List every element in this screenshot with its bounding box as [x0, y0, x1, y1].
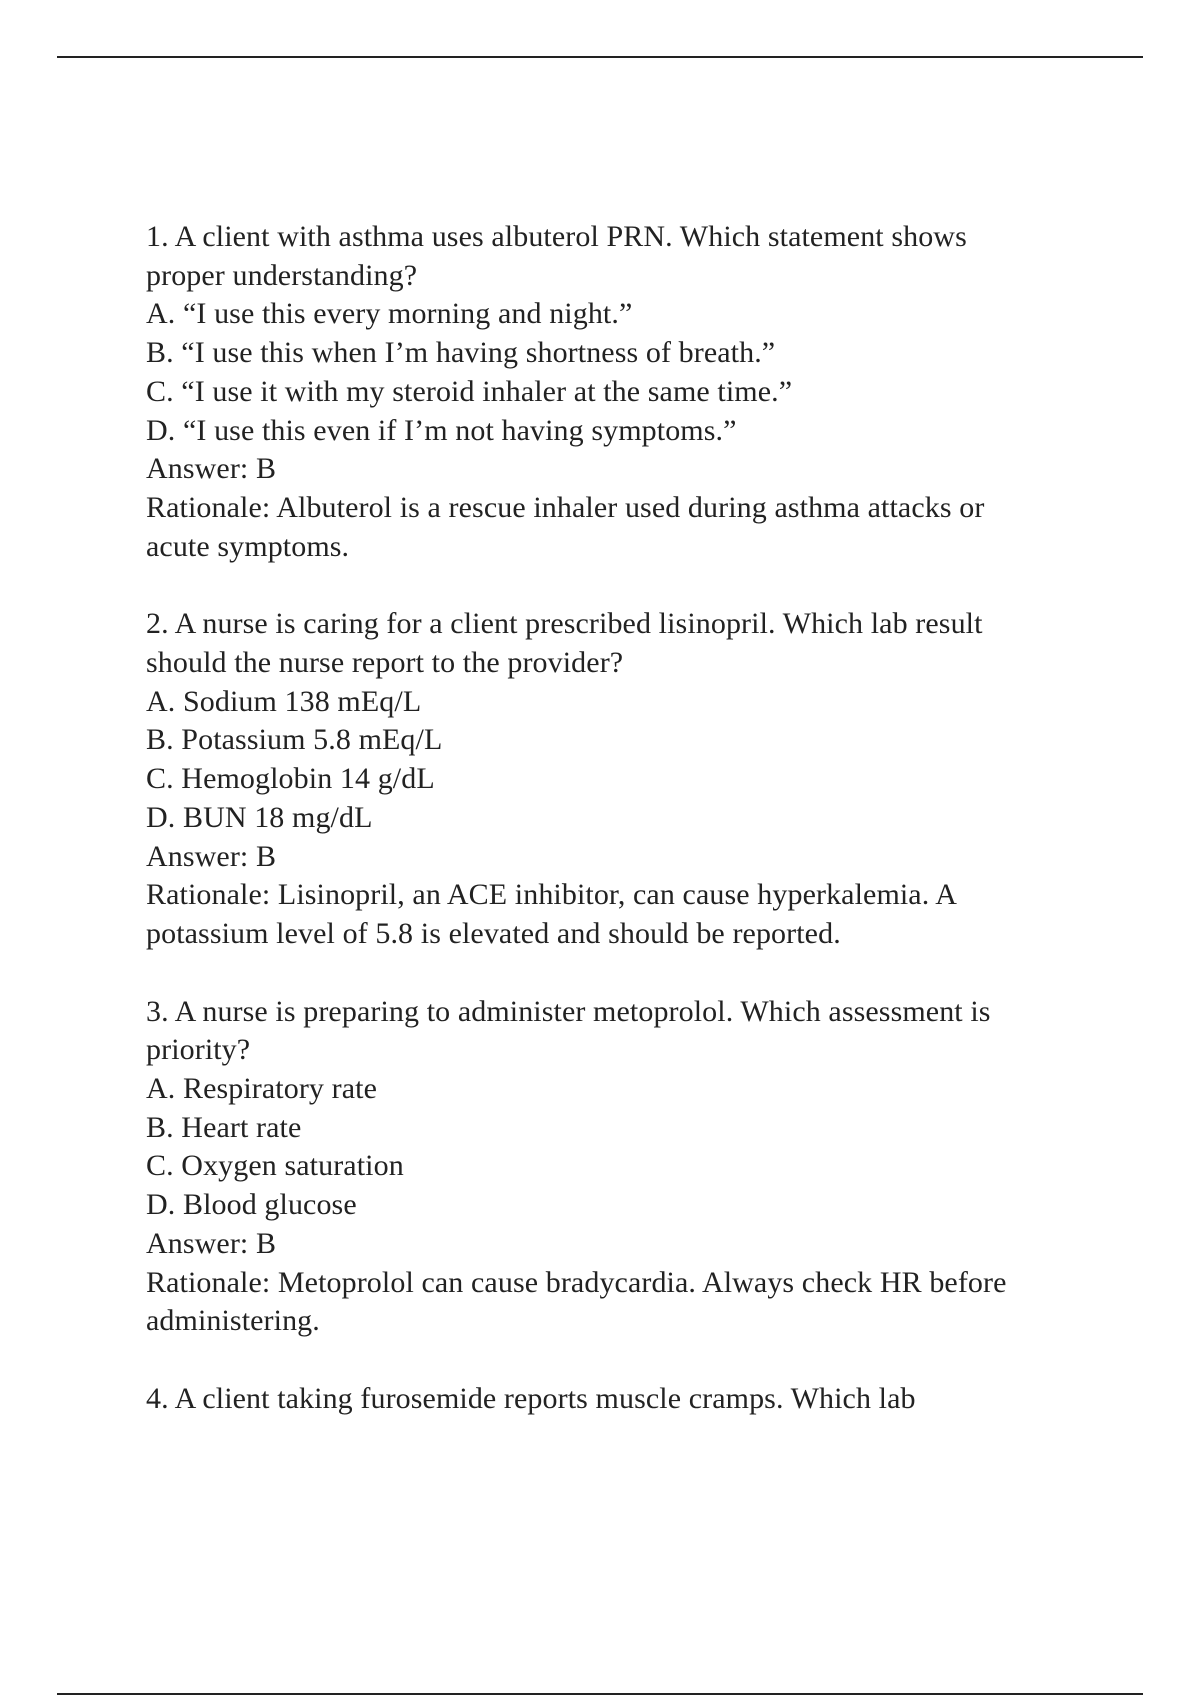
document-body	[146, 218, 1046, 1458]
answer: Answer: B	[146, 1226, 277, 1260]
question-2	[146, 605, 1046, 953]
rationale: Rationale: Metoprolol can cause bradycardia. Always check HR before administering.	[146, 1265, 1007, 1338]
option-c: C. “I use it with my steroid inhaler at the same time.”	[146, 374, 793, 408]
question-4	[146, 1380, 1046, 1419]
option-b: B. Heart rate	[146, 1110, 302, 1144]
answer: Answer: B	[146, 839, 277, 873]
answer: Answer: B	[146, 452, 277, 486]
option-d: D. Blood glucose	[146, 1188, 357, 1222]
question-stem: 3. A nurse is preparing to administer metoprolol. Which assessment is priority?	[146, 994, 991, 1067]
option-d: D. BUN 18 mg/dL	[146, 800, 373, 834]
question-1	[146, 218, 1046, 566]
option-b: B. Potassium 5.8 mEq/L	[146, 723, 443, 757]
option-c: C. Oxygen saturation	[146, 1149, 404, 1183]
rationale: Rationale: Lisinopril, an ACE inhibitor, can cause hyperkalemia. A potassium level of 5.8 is elevated and should be reported.	[146, 878, 956, 950]
option-a: A. Respiratory rate	[146, 1072, 377, 1106]
question-3	[146, 993, 1046, 1341]
rationale: Rationale: Albuterol is a rescue inhaler used during asthma attacks or acute symptoms.	[146, 490, 985, 563]
option-a: A. Sodium 138 mEq/L	[146, 684, 422, 718]
option-b: B. “I use this when I’m having shortness of breath.”	[146, 336, 776, 370]
option-a: A. “I use this every morning and night.”	[146, 297, 633, 331]
option-d: D. “I use this even if I’m not having symptoms.”	[146, 413, 737, 447]
question-stem: 4. A client taking furosemide reports muscle cramps. Which lab	[146, 1381, 916, 1415]
question-stem: 1. A client with asthma uses albuterol PRN. Which statement shows proper understanding?	[146, 220, 967, 292]
top-rule	[57, 56, 1143, 58]
bottom-rule	[57, 1693, 1143, 1695]
question-stem: 2. A nurse is caring for a client prescribed lisinopril. Which lab result should the nurse report to the provider?	[146, 607, 983, 680]
option-c: C. Hemoglobin 14 g/dL	[146, 762, 435, 796]
